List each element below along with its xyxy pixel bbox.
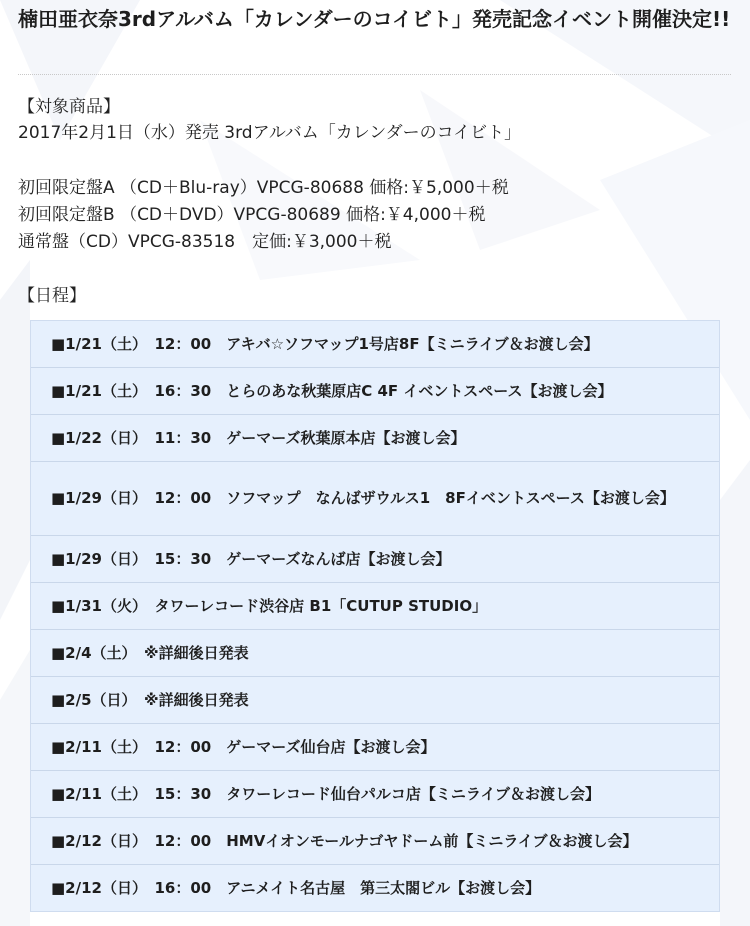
edition-limited-b: 初回限定盤B （CD＋DVD）VPCG-80689 価格:￥4,000＋税 [18,205,486,225]
title-divider [18,74,731,75]
schedule-row: ■1/31（火） タワーレコード渋谷店 B1「CUTUP STUDIO」 [31,583,719,630]
page-title: 楠田亜衣奈3rdアルバム「カレンダーのコイビト」発売記念イベント開催決定!! [18,7,731,31]
edition-limited-a: 初回限定盤A （CD＋Blu-ray）VPCG-80688 価格:￥5,000＋税 [18,178,509,198]
release-info: 2017年2月1日（水）発売 3rdアルバム「カレンダーのコイビト」 [18,123,522,143]
schedule-label: 【日程】 [18,286,86,306]
schedule-row: ■2/11（土） 12：00 ゲーマーズ仙台店【お渡し会】 [31,724,719,771]
schedule-row: ■1/21（土） 16：30 とらのあな秋葉原店C 4F イベントスペース【お渡し会】 [31,368,719,415]
product-label: 【対象商品】 [18,97,120,117]
schedule-row: ■2/12（日） 12：00 HMVイオンモールナゴヤドーム前【ミニライブ＆お渡し会】 [31,818,719,865]
schedule-row: ■1/29（日） 12：00 ソフマップ なんばザウルス1 8Fイベントスペース【お渡し会】 [31,462,719,536]
schedule-row: ■2/5（日） ※詳細後日発表 [31,677,719,724]
schedule-row: ■1/22（日） 11：30 ゲーマーズ秋葉原本店【お渡し会】 [31,415,719,462]
schedule-row: ■2/4（土） ※詳細後日発表 [31,630,719,677]
schedule-row: ■1/21（土） 12：00 アキバ☆ソフマップ1号店8F【ミニライブ＆お渡し会】 [31,321,719,368]
schedule-row: ■2/12（日） 16：00 アニメイト名古屋 第三太閤ビル【お渡し会】 [51,878,541,897]
edition-regular: 通常盤（CD）VPCG-83518 定価:￥3,000＋税 [18,232,392,252]
schedule-row: ■2/11（土） 15：30 タワーレコード仙台パルコ店【ミニライブ＆お渡し会】 [31,771,719,818]
schedule-row: ■1/29（日） 15：30 ゲーマーズなんば店【お渡し会】 [31,536,719,583]
schedule-list [30,320,720,912]
